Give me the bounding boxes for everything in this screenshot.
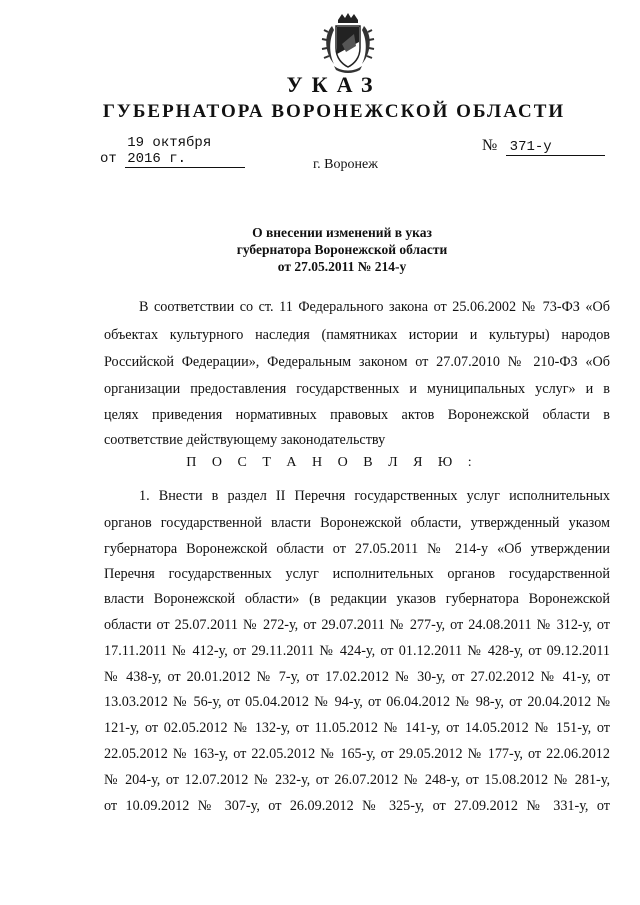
item-line: № 204-у, от 12.07.2012 № 232-у, от 26.07.2012 № 248-у, от 15.08.2012 № 281-у, <box>104 772 610 788</box>
preamble-line: объектах культурного наследия (памятниках истории и культуры) народов <box>104 327 610 343</box>
number-sign: № <box>482 137 498 154</box>
date-value: 19 октября 2016 г. <box>125 135 245 168</box>
item-line: губернатора Воронежской области от 27.05.2011 № 214-у «Об утверждении <box>104 541 610 557</box>
item-line: Перечня государственных услуг исполнительных органов государственной <box>104 566 610 582</box>
number-line <box>482 137 605 156</box>
item-line: 13.03.2012 № 56-у, от 05.04.2012 № 94-у, от 06.04.2012 № 98-у, от 20.04.2012 № <box>104 694 610 710</box>
preamble-line: соответствие действующему законодательству <box>104 432 386 448</box>
item-line: № 438-у, от 20.01.2012 № 7-у, от 17.02.2012 № 30-у, от 27.02.2012 № 41-у, от <box>104 669 610 685</box>
decree-word: П О С Т А Н О В Л Я Ю : <box>186 455 478 470</box>
item-line: от 10.09.2012 № 307-у, от 26.09.2012 № 325-у, от 27.09.2012 № 331-у, от <box>104 798 610 814</box>
preamble-line: организации предоставления государственных и муниципальных услуг» и в <box>104 381 610 397</box>
preamble-line: В соответствии со ст. 11 Федерального закона от 25.06.2002 № 73-ФЗ «Об <box>139 299 610 315</box>
heading-line: О внесении изменений в указ <box>252 225 432 240</box>
preamble-line: целях приведения нормативных правовых актов Воронежской области в <box>104 407 610 423</box>
heading-line: от 27.05.2011 № 214-у <box>277 259 407 274</box>
document-subtitle: ГУБЕРНАТОРА ВОРОНЕЖСКОЙ ОБЛАСТИ <box>102 101 566 122</box>
number-value: 371-у <box>506 139 605 156</box>
city: г. Воронеж <box>313 157 378 172</box>
item-line: 121-у, от 02.05.2012 № 132-у, от 11.05.2012 № 141-у, от 14.05.2012 № 151-у, от <box>104 720 610 736</box>
preamble-line: Российской Федерации», Федеральным законом от 27.07.2010 № 210-ФЗ «Об <box>104 354 610 370</box>
item-line: 22.05.2012 № 163-у, от 22.05.2012 № 165-у, от 29.05.2012 № 177-у, от 22.06.2012 <box>104 746 610 762</box>
item-line: органов государственной власти Воронежской области, утвержденный указом <box>104 515 610 531</box>
item-line: области от 25.07.2011 № 272-у, от 29.07.2011 № 277-у, от 24.08.2011 № 312-у, от <box>104 617 610 633</box>
heading-line: губернатора Воронежской области <box>236 242 448 257</box>
document-heading <box>0 224 640 275</box>
date-line <box>100 135 245 168</box>
date-prefix: от <box>100 151 117 167</box>
item-line: 17.11.2011 № 412-у, от 29.11.2011 № 424-у, от 01.12.2011 № 428-у, от 09.12.2011 <box>104 643 610 659</box>
coat-of-arms-icon <box>318 12 378 74</box>
item-line: власти Воронежской области» (в редакции указов губернатора Воронежской <box>104 591 610 607</box>
item-line: 1. Внести в раздел II Перечня государственных услуг исполнительных <box>139 488 610 504</box>
document-title: УКАЗ <box>286 72 382 97</box>
